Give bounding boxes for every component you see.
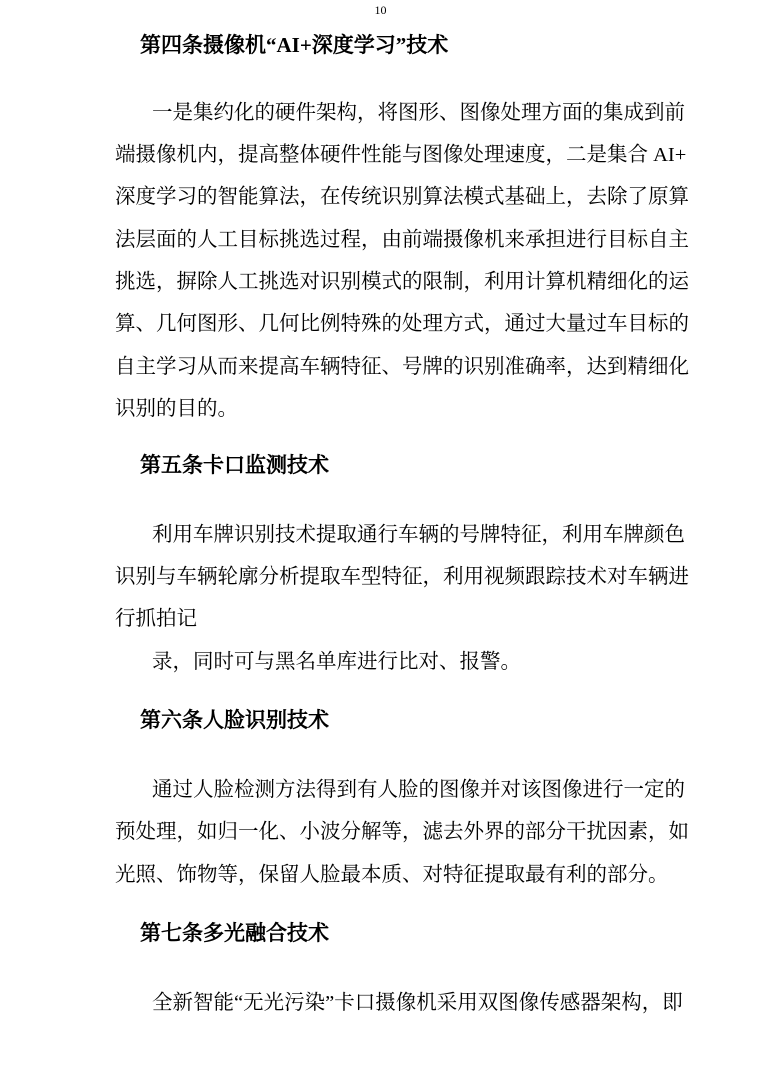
paragraph-line: 端摄像机内，提高整体硬件性能与图像处理速度，二是集合 AI+	[115, 144, 687, 166]
paragraph-line: 识别与车辆轮廓分析提取车型特征，利用视频跟踪技术对车辆进	[115, 566, 689, 588]
paragraph-line: 识别的目的。	[115, 398, 238, 420]
page-number: 10	[374, 3, 387, 17]
paragraph-line: 录，同时可与黑名单库进行比对、报警。	[152, 651, 521, 673]
section-heading: 第七条多光融合技术	[140, 921, 329, 945]
section-heading: 第六条人脸识别技术	[140, 708, 329, 732]
paragraph-line: 挑选，摒除人工挑选对识别模式的限制，利用计算机精细化的运	[115, 271, 689, 293]
paragraph-line: 法层面的人工目标挑选过程，由前端摄像机来承担进行目标自主	[115, 229, 689, 251]
paragraph-line: 一是集约化的硬件架构，将图形、图像处理方面的集成到前	[152, 102, 685, 124]
paragraph-line: 行抓拍记	[115, 608, 197, 630]
paragraph-line: 算、几何图形、几何比例特殊的处理方式，通过大量过车目标的	[115, 313, 689, 335]
section-heading: 第四条摄像机“AI+深度学习”技术	[140, 33, 449, 57]
paragraph-line: 预处理，如归一化、小波分解等，滤去外界的部分干扰因素，如	[115, 821, 689, 843]
paragraph-line: 深度学习的智能算法，在传统识别算法模式基础上，去除了原算	[115, 186, 689, 208]
section-heading: 第五条卡口监测技术	[140, 453, 329, 477]
paragraph-line: 全新智能“无光污染”卡口摄像机采用双图像传感器架构，即	[152, 992, 683, 1014]
paragraph-line: 自主学习从而来提高车辆特征、号牌的识别准确率，达到精细化	[115, 356, 689, 378]
paragraph-line: 利用车牌识别技术提取通行车辆的号牌特征，利用车牌颜色	[152, 524, 685, 546]
paragraph-line: 光照、饰物等，保留人脸最本质、对特征提取最有利的部分。	[115, 864, 669, 886]
paragraph-line: 通过人脸检测方法得到有人脸的图像并对该图像进行一定的	[152, 779, 685, 801]
